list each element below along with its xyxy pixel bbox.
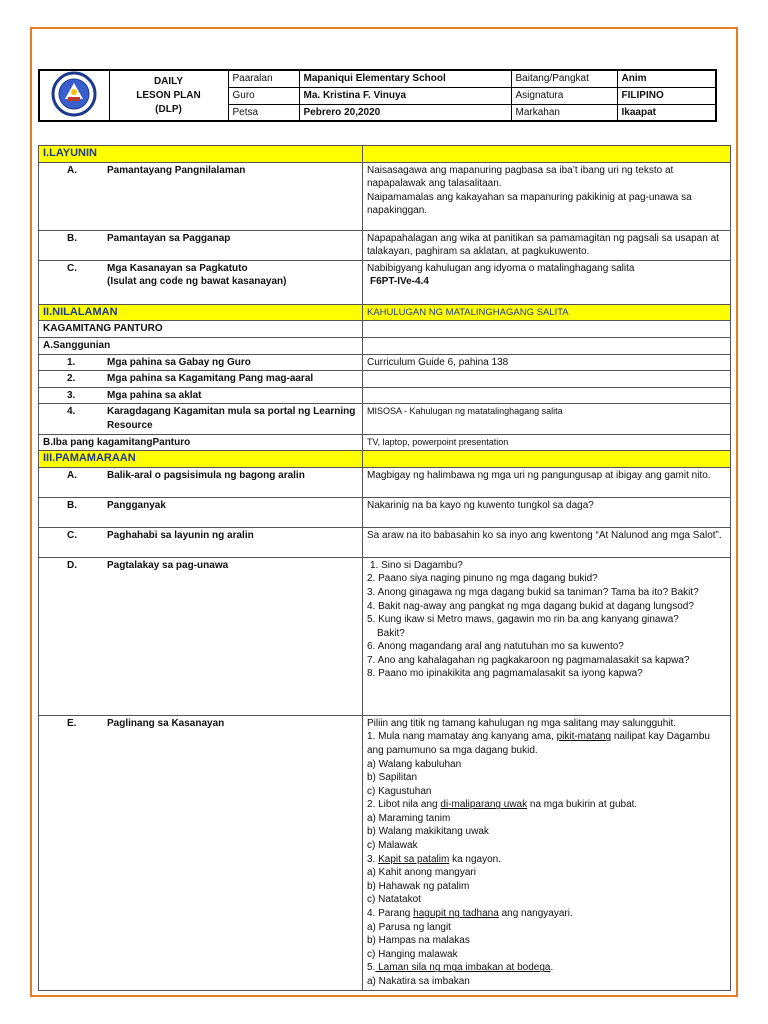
- item-4-option-b: b) Hampas na malakas: [367, 935, 470, 947]
- question-5: 5. Kung ikaw si Metro maws, gagawin mo rin ba ang kanyang ginawa?: [367, 614, 679, 626]
- nilalaman-value: KAHULUGAN NG MATALINGHAGANG SALITA: [363, 304, 731, 321]
- pamamaraan-c-title: Paghahabi sa layunin ng aralin: [107, 529, 254, 541]
- layunin-c-subtitle: (Isulat ang code ng bawat kasanayan): [107, 276, 287, 288]
- sanggunian-item-4-value: MISOSA - Kahulugan ng matatalinghagang salita: [363, 404, 731, 434]
- item-2-number: 2.: [67, 373, 76, 385]
- pamamaraan-d-label: [39, 557, 363, 715]
- item-5-underlined: Laman sila ng mga imbakan at bodega: [375, 962, 551, 974]
- item-2-underlined: di-maliparang uwak: [440, 799, 528, 811]
- pamamaraan-e-content: [363, 715, 731, 990]
- header-table: [38, 69, 717, 122]
- item-4-option-a: a) Parusa ng langit: [367, 921, 451, 933]
- layunin-b-title: Pamantayan sa Pagganap: [107, 232, 231, 244]
- subject-value: FILIPINO: [617, 87, 716, 104]
- item-4-underlined: hagupit ng tadhana: [413, 908, 499, 920]
- item-1-pre: 1. Mula nang mamatay ang kanyang ama,: [367, 731, 554, 743]
- school-value: Mapaniqui Elementary School: [299, 70, 511, 87]
- layunin-heading: I.LAYUNIN: [39, 146, 363, 163]
- item-2-option-c: c) Malawak: [367, 840, 418, 852]
- item-3-option-a: a) Kahit anong mangyari: [367, 867, 476, 879]
- item-2-pre: 2. Libot nila ang: [367, 799, 438, 811]
- nilalaman-heading: II.NILALAMAN: [39, 304, 363, 321]
- item-1-option-c: c) Kagustuhan: [367, 785, 432, 797]
- pamamaraan-c-text: Sa araw na ito babasahin ko sa inyo ang kwentong “At Nalunod ang mga Salot”.: [363, 527, 731, 557]
- layunin-a-label: [39, 162, 363, 230]
- pamamaraan-e-letter: E.: [67, 717, 77, 729]
- item-3-label: Mga pahina sa aklat: [107, 389, 202, 401]
- grade-value: Anim: [617, 70, 716, 87]
- item-3-underlined: Kapit sa patalim: [378, 853, 450, 865]
- grade-label: Baitang/Pangkat: [511, 70, 617, 87]
- sanggunian-item-4: [39, 404, 363, 434]
- layunin-c-title: Mga Kasanayan sa Pagkatuto: [107, 262, 248, 274]
- pamamaraan-d-questions: [363, 557, 731, 715]
- layunin-a-letter: A.: [67, 164, 77, 176]
- layunin-c-label: [39, 260, 363, 304]
- question-1: 1. Sino si Dagambu?: [370, 559, 463, 571]
- pamamaraan-d-title: Pagtalakay sa pag-unawa: [107, 559, 229, 571]
- iba-pang-kagamitan-value: TV, laptop, powerpoint presentation: [363, 434, 731, 451]
- question-7: 7. Ano ang kahalagahan ng pagkakaroon ng pagmamalasakit sa kapwa?: [367, 654, 690, 666]
- date-label: Petsa: [228, 104, 299, 121]
- pamamaraan-b-label: [39, 497, 363, 527]
- layunin-c-code: F6PT-IVe-4.4: [370, 276, 429, 288]
- question-3: 3. Anong ginagawa ng mga dagang bukid sa taniman? Tama ba ito? Bakit?: [367, 586, 699, 598]
- sanggunian-item-3: [39, 387, 363, 404]
- pamamaraan-a-text: Magbigay ng halimbawa ng mga uri ng pangungusap at ibigay ang gamit nito.: [363, 467, 731, 497]
- teacher-value: Ma. Kristina F. Vinuya: [299, 87, 511, 104]
- item-4-post: ang nangyayari.: [501, 908, 573, 920]
- layunin-b-letter: B.: [67, 232, 77, 244]
- sanggunian-item-2-value: [363, 371, 731, 388]
- layunin-a-text-2: Naipamamalas ang kakayahan sa mapanuring pakikinig at pag-unawa sa napakinggan.: [367, 191, 692, 217]
- item-4-option-c: c) Hanging malawak: [367, 948, 458, 960]
- deped-seal-icon: [51, 71, 97, 117]
- sanggunian-item-3-value: [363, 387, 731, 404]
- item-1-underlined: pikit-matang: [556, 731, 612, 743]
- item-1-label: Mga pahina sa Gabay ng Guro: [107, 356, 251, 368]
- layunin-a-text-1: Naisasagawa ang mapanuring pagbasa sa iba’t ibang uri ng teksto at napapalawak ang talasalitaan.: [367, 164, 674, 190]
- layunin-a-text: [363, 162, 731, 230]
- pamamaraan-b-title: Pangganyak: [107, 499, 166, 511]
- question-8: 8. Paano mo ipinakikita ang pagmamalasakit sa iyong kapwa?: [367, 668, 643, 680]
- kagamitan-heading: KAGAMITANG PANTURO: [39, 321, 363, 338]
- layunin-b-label: [39, 230, 363, 260]
- question-6: 6. Anong magandang aral ang natutuhan mo sa kuwento?: [367, 641, 624, 653]
- item-4-pre: 4. Parang: [367, 908, 411, 920]
- item-3-number: 3.: [67, 389, 76, 401]
- iba-pang-kagamitan: B.Iba pang kagamitangPanturo: [39, 434, 363, 451]
- kagamitan-blank: [363, 321, 731, 338]
- layunin-c-letter: C.: [67, 262, 77, 274]
- item-3-pre: 3.: [367, 853, 376, 865]
- exercise-item-2: [367, 798, 726, 812]
- sanggunian-blank: [363, 337, 731, 354]
- pamamaraan-a-label: [39, 467, 363, 497]
- date-value: Pebrero 20,2020: [299, 104, 511, 121]
- pamamaraan-a-letter: A.: [67, 469, 77, 481]
- pamamaraan-c-letter: C.: [67, 529, 77, 541]
- exercise-item-3: [367, 853, 726, 867]
- pamamaraan-heading-blank: [363, 451, 731, 468]
- quarter-label: Markahan: [511, 104, 617, 121]
- item-5-post: .: [550, 962, 554, 974]
- layunin-heading-blank: [363, 146, 731, 163]
- pamamaraan-e-title: Paglinang sa Kasanayan: [107, 717, 225, 729]
- exercise-item-4: [367, 907, 726, 921]
- item-1-number: 1.: [67, 356, 76, 368]
- quarter-value: Ikaapat: [617, 104, 716, 121]
- pamamaraan-a-title: Balik-aral o pagsisimula ng bagong aralin: [107, 469, 305, 481]
- item-2-label: Mga pahina sa Kagamitang Pang mag-aaral: [107, 373, 314, 385]
- dlp-line-1: DAILY: [153, 75, 184, 87]
- pamamaraan-e-label: [39, 715, 363, 990]
- question-4: 4. Bakit nag-away ang pangkat ng mga dagang bukid at dagang lungsod?: [367, 600, 694, 612]
- item-3-post: ka ngayon.: [452, 853, 501, 865]
- pamamaraan-b-text: Nakarinig na ba kayo ng kuwento tungkol sa daga?: [363, 497, 731, 527]
- item-3-option-b: b) Hahawak ng patalim: [367, 880, 470, 892]
- item-4-number: 4.: [67, 406, 76, 418]
- pamamaraan-heading: III.PAMAMARAAN: [39, 451, 363, 468]
- item-2-option-a: a) Maraming tanim: [367, 812, 451, 824]
- item-1-option-a: a) Walang kabuluhan: [367, 758, 462, 770]
- item-1-post: nailipat kay Dagambu ang pamumuno sa mga dagang bukid.: [367, 731, 710, 756]
- pamamaraan-c-label: [39, 527, 363, 557]
- sanggunian-item-2: [39, 371, 363, 388]
- sanggunian-heading: A.Sanggunian: [39, 337, 363, 354]
- item-1-option-b: b) Sapilitan: [367, 772, 418, 784]
- exercise-item-5: [367, 961, 726, 975]
- dlp-line-3: (DLP): [155, 103, 182, 115]
- dlp-line-2: LESON PLAN: [136, 89, 201, 101]
- subject-label: Asignatura: [511, 87, 617, 104]
- teacher-label: Guro: [228, 87, 299, 104]
- item-5-pre: 5.: [367, 962, 376, 974]
- question-5-followup: Bakit?: [377, 627, 405, 639]
- item-3-option-c: c) Natatakot: [367, 894, 421, 906]
- layunin-c-text: [363, 260, 731, 304]
- layunin-b-text: Napapahalagan ang wika at panitikan sa pamamagitan ng pagsali sa usapan at talakayan, paghiram sa aklatan, at pagkukuwento.: [363, 230, 731, 260]
- item-2-option-b: b) Walang makikitang uwak: [367, 826, 489, 838]
- item-4-label: Karagdagang Kagamitan mula sa portal ng Learning Resource: [107, 406, 356, 431]
- dlp-title: [109, 70, 228, 121]
- deped-logo: [39, 70, 109, 121]
- pamamaraan-d-letter: D.: [67, 559, 77, 571]
- layunin-c-competency: Nabibigyang kahulugan ang idyoma o matalinghagang salita: [367, 262, 635, 274]
- item-5-option-a: a) Nakatira sa imbakan: [367, 976, 470, 987]
- question-2: 2. Paano siya naging pinuno ng mga dagang bukid?: [367, 573, 598, 585]
- school-label: Paaralan: [228, 70, 299, 87]
- exercise-instructions: Piliin ang titik ng tamang kahulugan ng mga salitang may salungguhit.: [367, 717, 677, 729]
- item-2-post: na mga bukirin at gubat.: [529, 799, 638, 811]
- sanggunian-item-1: [39, 354, 363, 371]
- lesson-plan-table: [38, 145, 731, 991]
- exercise-item-1: [367, 730, 726, 757]
- layunin-a-title: Pamantayang Pangnilalaman: [107, 164, 246, 176]
- pamamaraan-b-letter: B.: [67, 499, 77, 511]
- sanggunian-item-1-value: Curriculum Guide 6, pahina 138: [363, 354, 731, 371]
